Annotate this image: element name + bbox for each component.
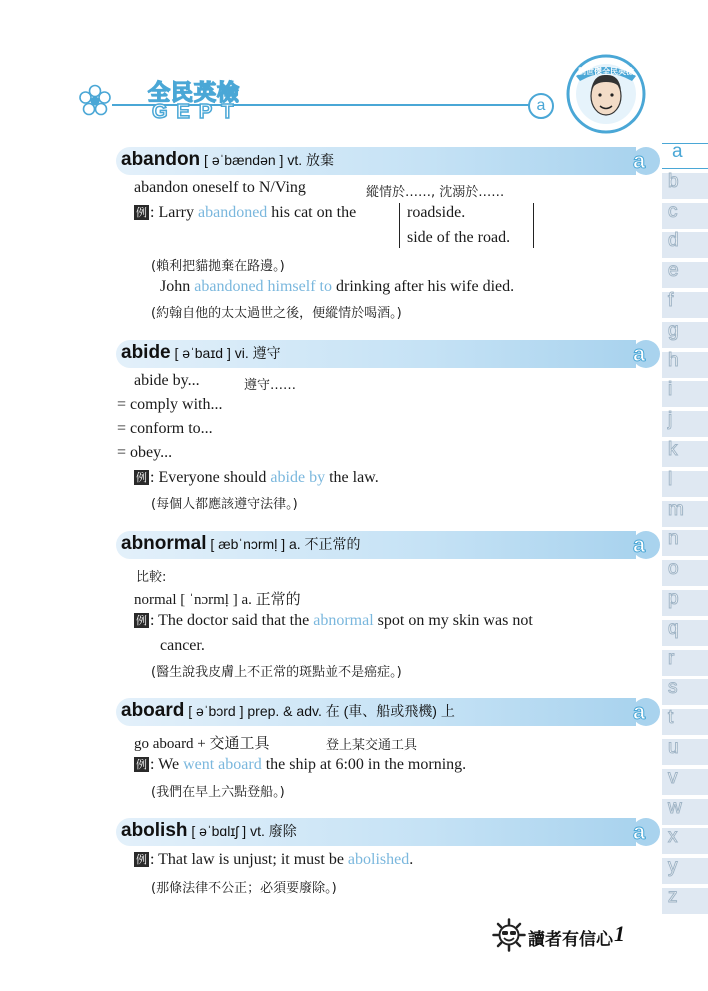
example-sentence: 例 : The doctor said that the abnormal spot on my skin was not: [136, 612, 533, 629]
alphabet-letter: a: [672, 141, 683, 162]
alphabet-tab-z[interactable]: [662, 888, 708, 914]
phrase-translation: 登上某交通工具: [326, 738, 418, 753]
footer-slogan: 讀者有信心: [528, 930, 613, 950]
entry-letter: a: [633, 819, 646, 844]
pronunciation: [ əˈbaɪd ] vi. 遵守: [170, 345, 281, 361]
entry-letter: a: [633, 532, 646, 557]
alphabet-tab-i[interactable]: [662, 381, 708, 407]
entry-header-abandon: [116, 147, 650, 175]
example-icon: 例: [136, 853, 147, 866]
alphabet-tab-k[interactable]: [662, 441, 708, 467]
alphabet-letter: r: [668, 647, 675, 669]
alphabet-tab-o[interactable]: [662, 560, 708, 586]
alphabet-letter: y: [668, 856, 678, 878]
headword: abnormal: [121, 533, 207, 554]
alphabet-letter: c: [668, 200, 678, 222]
alphabet-tab-x[interactable]: [662, 828, 708, 854]
pronunciation: [ əˈbændən ] vt. 放棄: [200, 152, 335, 168]
sun-face-icon: [492, 918, 526, 952]
entry-letter: a: [633, 148, 646, 173]
alphabet-letter: d: [668, 230, 679, 252]
page-number: 1: [614, 921, 625, 946]
alphabet-tab-t[interactable]: [662, 709, 708, 735]
alphabet-letter: g: [668, 319, 679, 341]
example-translation: (那條法律不公正；必須要廢除。): [151, 881, 337, 896]
alphabet-tab-b[interactable]: [662, 170, 708, 199]
example-sentence: 例 : That law is unjust; it must be abolished.: [136, 851, 414, 868]
example-option: roadside.: [407, 204, 466, 221]
phrase-translation: 縱情於……, 沈溺於……: [366, 185, 505, 200]
alphabet-letter: j: [668, 409, 673, 431]
alphabet-letter: l: [668, 468, 673, 490]
entry-header-abolish: [116, 818, 650, 846]
phrase: abide by...: [134, 372, 200, 389]
alphabet-tab-q[interactable]: [662, 617, 708, 646]
entry-header-aboard: [116, 698, 650, 726]
entry-header-abnormal: [116, 531, 650, 559]
alphabet-letter: n: [668, 528, 679, 550]
flower-icon: [78, 84, 112, 118]
alphabet-letter: f: [668, 290, 674, 311]
section-letter-badge: a: [528, 93, 554, 119]
phrase-translation: 遵守……: [244, 378, 297, 393]
alphabet-tab-m[interactable]: [662, 498, 708, 527]
compare-label: 比較:: [136, 570, 167, 585]
example-translation: (每個人都應該遵守法律。): [151, 497, 298, 512]
bracket-left: [399, 203, 400, 248]
alphabet-letter: p: [668, 588, 679, 609]
pronunciation: [ æbˈnɔrmḷ ] a. 不正常的: [206, 536, 361, 552]
alphabet-letter: u: [668, 737, 679, 758]
example-icon: 例: [136, 614, 147, 627]
alphabet-tab-l[interactable]: [662, 468, 708, 497]
phrase: go aboard + 交通工具: [134, 736, 270, 752]
entry-letter: a: [633, 341, 646, 366]
example-option: side of the road.: [407, 229, 511, 246]
alphabet-letter: o: [668, 558, 679, 580]
headword: aboard: [121, 700, 185, 721]
alphabet-tab-j[interactable]: [662, 411, 708, 437]
example-icon: 例: [136, 471, 147, 484]
alphabet-tab-f[interactable]: [662, 292, 708, 318]
example-translation: (醫生說我皮膚上不正常的斑點並不是癌症。): [151, 665, 402, 680]
example-icon: 例: [136, 758, 147, 771]
alphabet-letter: k: [668, 439, 678, 460]
example-icon: 例: [136, 206, 147, 219]
alphabet-tab-g[interactable]: [662, 319, 708, 348]
brand-title-en: GEPT: [152, 101, 243, 123]
headword: abide: [121, 342, 171, 363]
alphabet-letter: q: [668, 617, 679, 639]
alphabet-tab-c[interactable]: [662, 200, 708, 229]
headword: abandon: [121, 149, 201, 170]
example-sentence-cont: cancer.: [160, 637, 205, 654]
alphabet-tab-e[interactable]: [662, 262, 708, 288]
example-sentence: 例 : We went aboard the ship at 6:00 in the morning.: [136, 756, 467, 773]
alphabet-tab-p[interactable]: [662, 590, 708, 616]
alphabet-letter: h: [668, 349, 679, 371]
alphabet-letter: w: [668, 796, 682, 818]
alphabet-tab-n[interactable]: [662, 530, 708, 556]
alphabet-letter: z: [668, 886, 678, 907]
alphabet-tab-v[interactable]: [662, 766, 708, 795]
bracket-right: [533, 203, 534, 248]
alphabet-letter: v: [668, 766, 678, 788]
brand-title-cn: 全民英檢: [148, 81, 241, 106]
alphabet-tab-h[interactable]: [662, 349, 708, 378]
phrase: abandon oneself to N/Ving: [134, 179, 306, 196]
alphabet-tab-a[interactable]: [662, 143, 708, 169]
example-translation: (賴利把貓拋棄在路邊。): [151, 259, 285, 274]
headword: abolish: [121, 820, 188, 841]
alphabet-tab-w[interactable]: [662, 796, 708, 825]
compare-word: normal [ ˈnɔrmḷ ] a. 正常的: [134, 592, 301, 608]
alphabet-letter: m: [668, 498, 684, 520]
pronunciation: [ əˈbɔrd ] prep. & adv. 在 (車、船或飛機) 上: [184, 703, 455, 719]
alphabet-tab-y[interactable]: [662, 858, 708, 884]
alphabet-letter: s: [668, 677, 678, 699]
example-sentence: 例 : Everyone should abide by the law.: [136, 469, 379, 486]
entry-header-abide: [116, 340, 650, 368]
mascot-portrait-logo: [566, 54, 646, 134]
pronunciation: [ əˈbɑlɪʃ ] vt. 廢除: [187, 823, 297, 839]
alphabet-tab-s[interactable]: [662, 679, 708, 705]
alphabet-letter: i: [668, 379, 673, 401]
synonym: = comply with...: [117, 396, 223, 413]
example-sentence: 例 : Larry abandoned his cat on the: [136, 204, 357, 221]
example-sentence: John abandoned himself to drinking after his wife died.: [160, 278, 515, 295]
entry-letter: a: [633, 699, 646, 724]
alphabet-tab-d[interactable]: [662, 232, 708, 258]
mascot-caption: 劉世傑全民英檢: [578, 67, 634, 76]
alphabet-letter: e: [668, 260, 679, 282]
synonym: = conform to...: [117, 420, 213, 437]
example-translation: (我們在早上六點登船。): [151, 785, 285, 800]
alphabet-tab-r[interactable]: [662, 647, 708, 676]
alphabet-tab-u[interactable]: [662, 739, 708, 765]
alphabet-letter: t: [668, 707, 674, 729]
example-translation: (約翰自他的太太過世之後，便縱情於喝酒。): [151, 306, 402, 321]
alphabet-letter: b: [668, 170, 679, 192]
alphabet-letter: x: [668, 826, 678, 848]
synonym: = obey...: [117, 444, 173, 461]
